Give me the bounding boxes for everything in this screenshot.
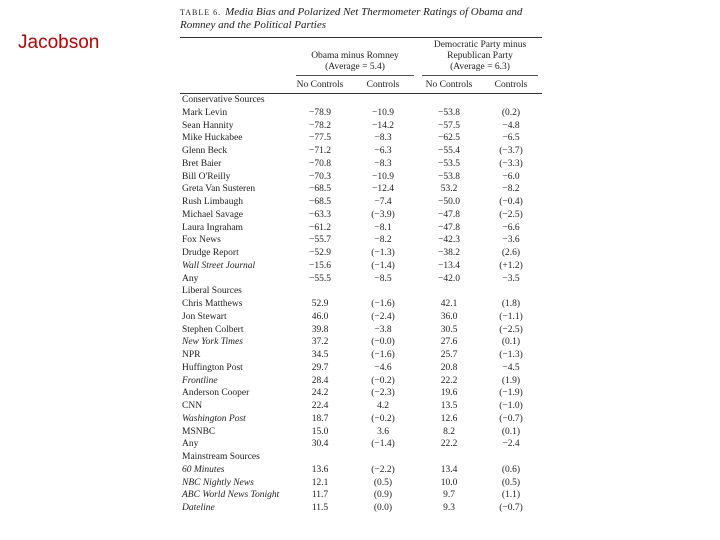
value-cell: −47.8 [438, 222, 460, 233]
group1-line1: Obama minus Romney [311, 51, 399, 61]
value-cell: −15.6 [309, 260, 331, 271]
value-cell: 39.8 [311, 324, 329, 335]
value-cell: 15.0 [311, 426, 329, 437]
value-cell: 34.5 [311, 350, 329, 360]
table-caption-text: Media Bias and Polarized Net Thermometer Ratings of Obama and Romney and the Political Parties [180, 6, 523, 31]
value-cell: (0.2) [501, 107, 521, 118]
value-cell: −10.9 [372, 107, 394, 118]
value-cell: −8.2 [374, 235, 392, 246]
value-cell: 52.9 [311, 299, 329, 309]
value-cell: −12.4 [372, 184, 394, 195]
value-cell: −77.5 [309, 133, 331, 144]
value-cell: −52.9 [309, 248, 331, 258]
value-cell: (−3.7) [499, 146, 523, 156]
value-cell: −55.5 [309, 273, 331, 284]
value-cell: −4.6 [374, 362, 392, 373]
value-cell: (−2.4) [371, 311, 395, 322]
value-cell: −7.4 [374, 197, 392, 207]
source-name: Fox News [182, 235, 221, 246]
table-row [180, 107, 542, 120]
source-name: Rush Limbaugh [182, 197, 243, 207]
value-cell: 24.2 [311, 388, 329, 399]
section-title: Mainstream Sources [182, 452, 260, 462]
value-cell: 13.5 [440, 401, 458, 411]
column-header-row [180, 78, 542, 94]
value-cell: (−1.4) [371, 260, 395, 271]
group-header [180, 38, 542, 78]
table-row [180, 375, 542, 388]
table-row [180, 183, 542, 196]
value-cell: −47.8 [438, 209, 460, 220]
value-cell: 13.6 [311, 464, 329, 475]
table-row [180, 336, 542, 349]
value-cell: 22.2 [440, 439, 458, 450]
section-title: Conservative Sources [182, 95, 265, 105]
table-row [180, 400, 542, 413]
table-row [180, 438, 542, 451]
table-row [180, 132, 542, 145]
group-obama-romney [292, 38, 418, 78]
section-title-row [180, 94, 542, 107]
source-name: Chris Matthews [182, 299, 243, 309]
table-body [180, 94, 542, 515]
col-header: No Controls [296, 80, 344, 90]
table-row [180, 209, 542, 222]
source-name: ABC World News Tonight [182, 490, 280, 501]
value-cell: −13.4 [438, 260, 460, 271]
source-name: Bill O'Reilly [182, 171, 231, 182]
value-cell: −57.5 [438, 120, 460, 131]
value-cell: (−1.0) [499, 401, 523, 411]
value-cell: −42.0 [438, 273, 460, 284]
table-row [180, 477, 542, 490]
value-cell: (−1.4) [371, 439, 395, 450]
value-cell: 11.7 [311, 490, 329, 501]
value-cell: 4.2 [377, 401, 389, 411]
group-party [418, 38, 542, 78]
table-caption [180, 6, 542, 32]
source-name: Glenn Beck [182, 146, 228, 156]
table-row [180, 387, 542, 400]
table-row [180, 489, 542, 502]
value-cell: 46.0 [311, 311, 329, 322]
section-title: Liberal Sources [182, 286, 242, 297]
table-row [180, 196, 542, 209]
value-cell: (1.1) [501, 490, 521, 501]
value-cell: (0.5) [373, 477, 393, 488]
value-cell: 37.2 [311, 337, 329, 348]
value-cell: −4.8 [502, 120, 520, 131]
table-row [180, 158, 542, 171]
value-cell: 20.8 [440, 362, 458, 373]
col-header: Controls [494, 80, 528, 90]
value-cell: (−2.5) [499, 324, 523, 335]
value-cell: −8.5 [374, 273, 392, 284]
value-cell: 18.7 [311, 413, 329, 424]
value-cell: 9.7 [443, 490, 455, 501]
author-label: Jacobson [18, 32, 100, 53]
value-cell: (−1.6) [371, 350, 395, 360]
source-name: Greta Van Susteren [182, 184, 256, 195]
value-cell: −2.4 [502, 439, 520, 450]
value-cell: −8.1 [374, 222, 392, 233]
source-name: CNN [182, 401, 203, 411]
section-title-row [180, 285, 542, 298]
col-header: Controls [366, 80, 400, 90]
table-row [180, 413, 542, 426]
value-cell: (0.5) [501, 477, 521, 488]
value-cell: −71.2 [309, 146, 331, 156]
value-cell: −38.2 [438, 248, 460, 258]
table-row [180, 502, 542, 515]
table-row [180, 145, 542, 158]
value-cell: −62.5 [438, 133, 460, 144]
value-cell: −42.3 [438, 235, 460, 246]
table-row [180, 120, 542, 133]
value-cell: (−0.4) [499, 197, 523, 207]
table-row [180, 260, 542, 273]
value-cell: (0.1) [501, 337, 521, 348]
value-cell: −6.3 [374, 146, 392, 156]
col-header: No Controls [425, 80, 473, 90]
value-cell: −78.9 [309, 107, 331, 118]
source-name: Huffington Post [182, 362, 243, 373]
value-cell: (0.6) [501, 464, 521, 475]
group2-underline [422, 75, 538, 76]
value-cell: −8.2 [502, 184, 520, 195]
value-cell: 30.4 [311, 439, 329, 450]
group1-line2: (Average = 5.4) [325, 62, 385, 72]
source-name: Wall Street Journal [182, 260, 256, 271]
table-row [180, 247, 542, 260]
source-name: Sean Hannity [182, 120, 234, 131]
value-cell: −14.2 [372, 120, 394, 131]
table-row [180, 171, 542, 184]
source-name: NPR [182, 350, 201, 360]
table-row [180, 298, 542, 311]
value-cell: −70.3 [309, 171, 331, 182]
value-cell: 8.2 [443, 426, 455, 437]
group2-line3: (Average = 6.3) [450, 62, 510, 72]
value-cell: (−1.3) [371, 248, 395, 258]
table-row [180, 234, 542, 247]
source-name: Mike Huckabee [182, 133, 243, 144]
value-cell: 12.6 [440, 413, 458, 424]
value-cell: 25.7 [440, 350, 458, 360]
source-name: Frontline [182, 375, 218, 386]
value-cell: −8.3 [374, 158, 392, 169]
table-row [180, 222, 542, 235]
table-row [180, 273, 542, 286]
value-cell: −6.5 [502, 133, 520, 144]
source-name: Stephen Colbert [182, 324, 244, 335]
value-cell: 27.6 [440, 337, 458, 348]
value-cell: 22.2 [440, 375, 458, 386]
value-cell: (−3.9) [371, 209, 395, 220]
source-name: New York Times [182, 337, 243, 348]
value-cell: 42.1 [440, 299, 458, 309]
value-cell: 36.0 [440, 311, 458, 322]
value-cell: 22.4 [311, 401, 329, 411]
value-cell: (−0.2) [371, 413, 395, 424]
value-cell: (+1.2) [499, 260, 523, 271]
source-name: 60 Minutes [182, 464, 225, 475]
value-cell: −10.9 [372, 171, 394, 182]
value-cell: −3.6 [502, 235, 520, 246]
value-cell: (2.6) [501, 248, 521, 258]
value-cell: −78.2 [309, 120, 331, 131]
group2-line2: Republican Party [447, 51, 513, 61]
value-cell: −53.8 [438, 107, 460, 118]
value-cell: −53.5 [438, 158, 460, 169]
value-cell: (0.0) [373, 503, 393, 513]
table-row [180, 311, 542, 324]
group1-underline [296, 75, 414, 76]
value-cell: (−1.9) [499, 388, 523, 399]
value-cell: 30.5 [440, 324, 458, 335]
value-cell: (−0.2) [371, 375, 395, 386]
source-name: Bret Baier [182, 158, 222, 169]
value-cell: 12.1 [311, 477, 329, 488]
table-row [180, 426, 542, 439]
value-cell: −50.0 [438, 197, 460, 207]
value-cell: (−1.6) [371, 299, 395, 309]
value-cell: (−0.7) [499, 503, 523, 513]
value-cell: (−0.0) [371, 337, 395, 348]
value-cell: (−2.2) [371, 464, 395, 475]
source-name: Mark Levin [182, 107, 228, 118]
value-cell: −55.7 [309, 235, 331, 246]
value-cell: −53.8 [438, 171, 460, 182]
value-cell: (1.9) [501, 375, 521, 386]
value-cell: −68.5 [309, 184, 331, 195]
value-cell: (−1.1) [499, 311, 523, 322]
source-name: Drudge Report [182, 248, 239, 258]
value-cell: −63.3 [309, 209, 331, 220]
value-cell: −3.5 [502, 273, 520, 284]
value-cell: −8.3 [374, 133, 392, 144]
source-name: NBC Nightly News [182, 477, 254, 488]
value-cell: −61.2 [309, 222, 331, 233]
source-name: MSNBC [182, 426, 216, 437]
source-name: Any [182, 273, 199, 284]
source-name: Dateline [182, 503, 215, 513]
source-name: Washington Post [182, 413, 246, 424]
value-cell: −4.5 [502, 362, 520, 373]
value-cell: (0.1) [501, 426, 521, 437]
value-cell: (−2.5) [499, 209, 523, 220]
value-cell: −55.4 [438, 146, 460, 156]
value-cell: 53.2 [440, 184, 458, 195]
value-cell: 3.6 [377, 426, 389, 437]
value-cell: 9.3 [443, 503, 455, 513]
table-row [180, 362, 542, 375]
value-cell: (−3.3) [499, 158, 523, 169]
value-cell: −68.5 [309, 197, 331, 207]
value-cell: −6.6 [502, 222, 520, 233]
value-cell: (0.9) [373, 490, 393, 501]
value-cell: 28.4 [311, 375, 329, 386]
value-cell: (−0.7) [499, 413, 523, 424]
value-cell: −6.0 [502, 171, 520, 182]
group2-line1: Democratic Party minus [433, 40, 527, 50]
source-name: Jon Stewart [182, 311, 227, 322]
table-row [180, 324, 542, 337]
value-cell: (1.8) [501, 299, 521, 309]
value-cell: 10.0 [440, 477, 458, 488]
value-cell: −3.8 [374, 324, 392, 335]
value-cell: (−1.3) [499, 350, 523, 360]
value-cell: (−2.3) [371, 388, 395, 399]
source-name: Laura Ingraham [182, 222, 243, 233]
section-title-row [180, 451, 542, 464]
table-row [180, 464, 542, 477]
source-name: Any [182, 439, 199, 450]
value-cell: −70.8 [309, 158, 331, 169]
value-cell: 13.4 [440, 464, 458, 475]
value-cell: 29.7 [311, 362, 329, 373]
value-cell: 11.5 [311, 503, 329, 513]
value-cell: 19.6 [440, 388, 458, 399]
source-name: Michael Savage [182, 209, 243, 220]
source-name: Anderson Cooper [182, 388, 250, 399]
table-row [180, 349, 542, 362]
table-label: TABLE 6. [180, 8, 222, 17]
table-figure [180, 6, 542, 515]
